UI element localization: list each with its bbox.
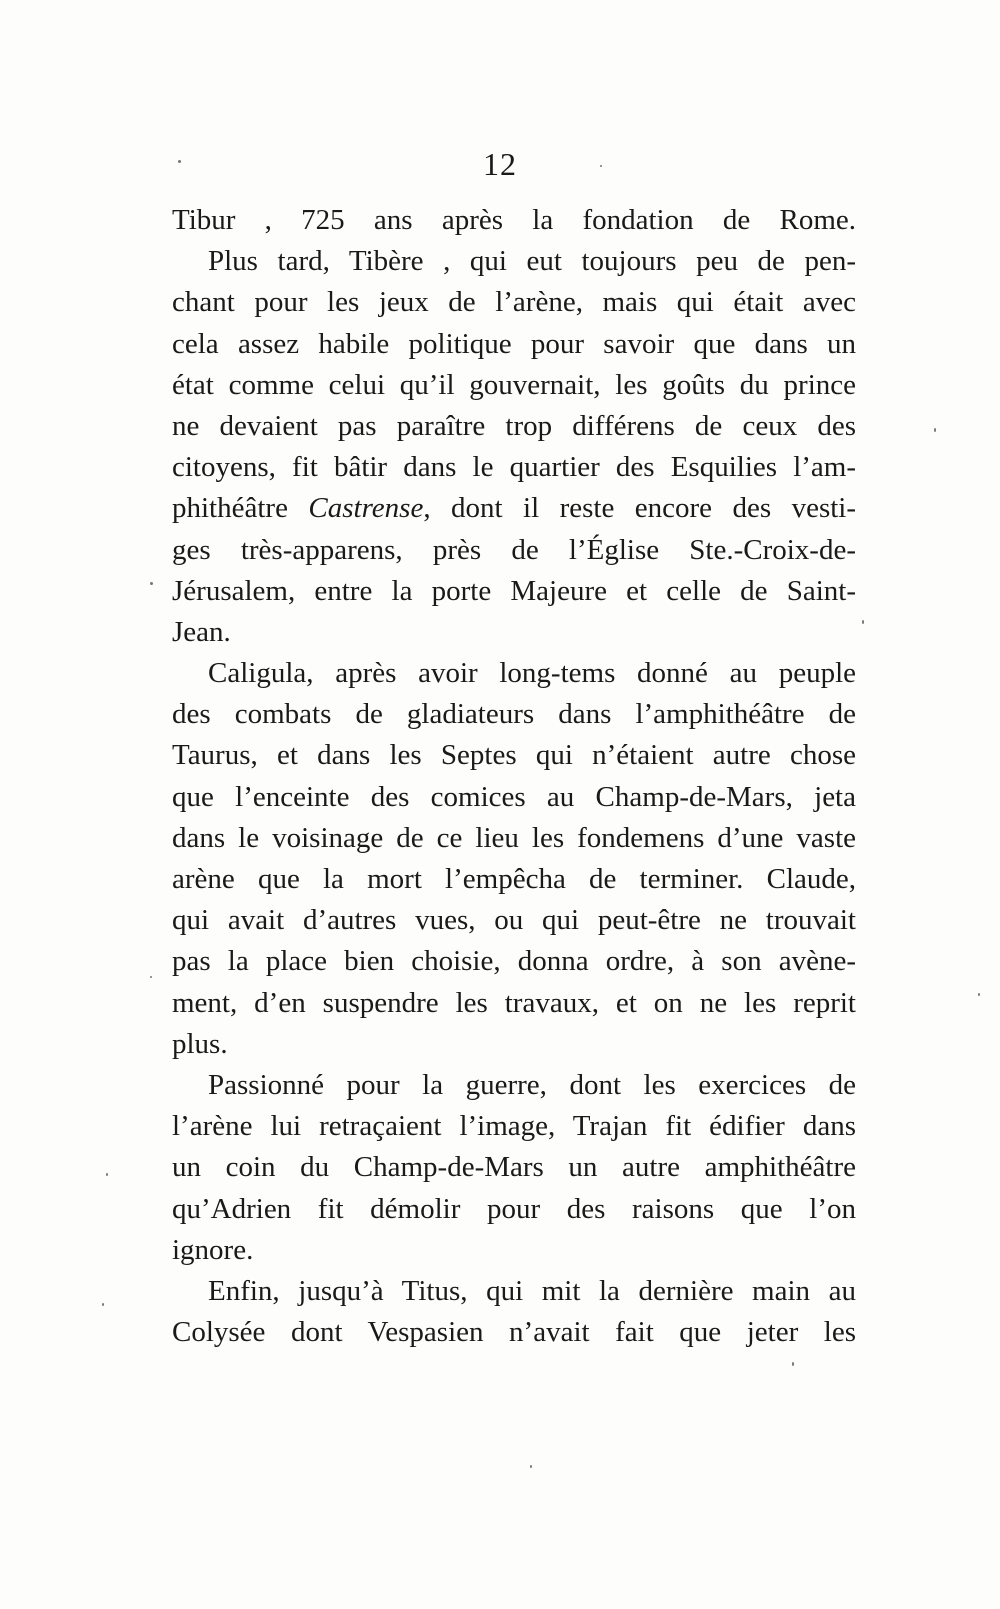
text-line: Taurus, et dans les Septes qui n’étaient autre chose [172,739,856,772]
paper-speck [530,1465,532,1468]
paper-speck [600,165,602,167]
text-line: ment, d’en suspendre les travaux, et on ne les reprit [172,986,856,1019]
text-line: l’arène lui retraçaient l’image, Trajan fit édifier dans [172,1110,856,1143]
text-line: des combats de gladiateurs dans l’amphithéâtre de [172,698,856,731]
paper-speck [150,976,152,978]
text-line: qu’Adrien fit démolir pour des raisons que l’on [172,1192,856,1225]
text-line: plus. [172,1027,228,1060]
text-line: qui avait d’autres vues, ou qui peut-être ne trouvait [172,904,856,937]
text-line: Enfin, jusqu’à Titus, qui mit la dernière main au [208,1274,856,1307]
paper-speck [934,428,936,432]
paper-speck [150,582,153,585]
paper-speck [106,1173,108,1176]
paper-speck [102,1303,104,1306]
text-line: citoyens, fit bâtir dans le quartier des Esquilies l’am- [172,451,856,484]
paper-speck [178,160,181,163]
italic-term: Castrense [308,492,424,525]
text-segment: , dont il reste encore des vesti- [423,492,857,525]
text-line: que l’enceinte des comices au Champ-de-Mars, jeta [172,780,856,813]
page-number: 12 [483,146,517,182]
body-text [172,200,856,1353]
text-line: état comme celui qu’il gouvernait, les goûts du prince [172,368,856,401]
text-segment: phithéâtre [172,492,288,525]
text-line: ignore. [172,1233,254,1266]
text-line: un coin du Champ-de-Mars un autre amphithéâtre [172,1151,856,1184]
text-line: pas la place bien choisie, donna ordre, à son avène- [172,945,856,978]
text-line: Jérusalem, entre la porte Majeure et celle de Saint- [172,574,856,607]
text-line: Plus tard, Tibère , qui eut toujours peu de pen- [208,245,856,278]
text-line: Caligula, après avoir long-tems donné au peuple [208,657,856,690]
text-line: chant pour les jeux de l’arène, mais qui était avec [172,286,856,319]
paper-speck [978,993,980,996]
text-line: dans le voisinage de ce lieu les fondemens d’une vaste [172,821,856,854]
paper-speck [862,620,864,624]
text-line: Tibur , 725 ans après la fondation de Rome. [172,204,856,236]
text-line: Jean. [172,615,231,648]
text-line: ne devaient pas paraître trop différens de ceux des [172,409,856,442]
text-line-with-italic [172,488,856,529]
text-line: Colysée dont Vespasien n’avait fait que jeter les [172,1316,856,1349]
text-line: Passionné pour la guerre, dont les exercices de [208,1068,856,1101]
text-line: arène que la mort l’empêcha de terminer. Claude, [172,863,856,895]
text-line: cela assez habile politique pour savoir que dans un [172,327,856,360]
paper-speck [792,1362,794,1366]
text-line: ges très-apparens, près de l’Église Ste.-Croix-de- [172,533,856,566]
